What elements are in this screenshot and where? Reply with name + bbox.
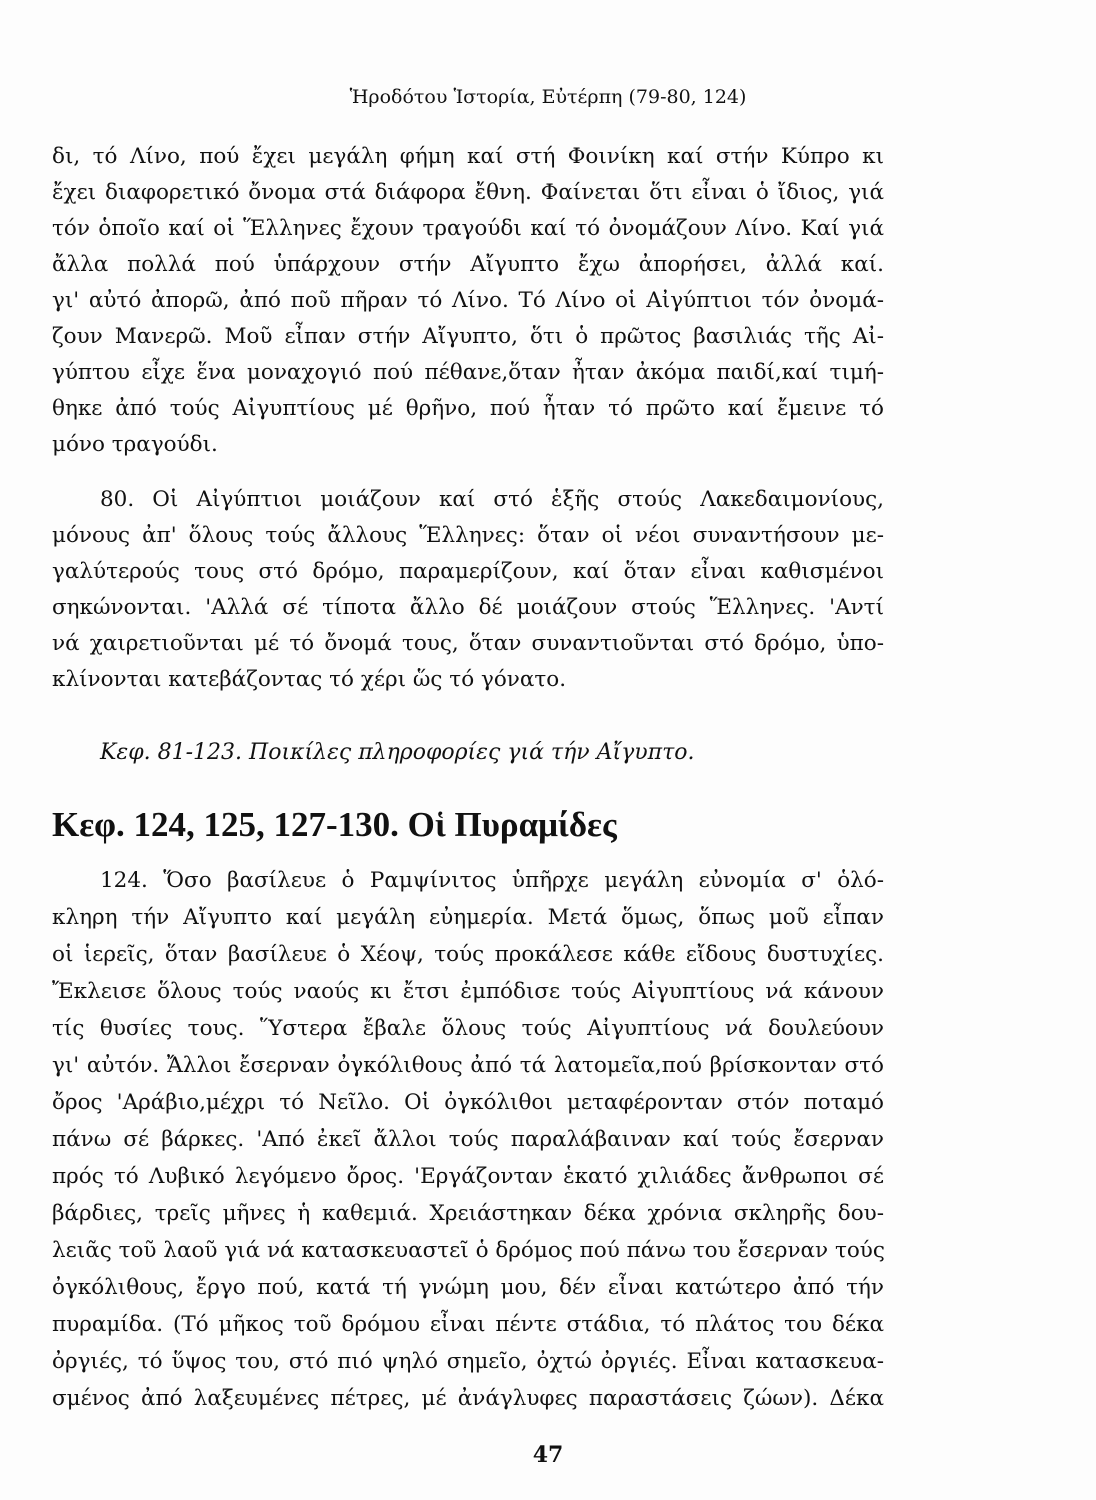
text-line: πυραμίδα. (Τό μῆκος τοῦ δρόμου εἶναι πέντε στάδια, τό πλάτος του δέκα bbox=[52, 1312, 884, 1337]
text-line: οἱ ἱερεῖς, ὅταν βασίλευε ὁ Χέοψ, τούς προκάλεσε κάθε εἴδους δυστυχίες. bbox=[52, 942, 884, 967]
text-line: δι, τό Λίνο, πού ἔχει μεγάλη φήμη καί στή Φοινίκη καί στήν Κύπρο κι bbox=[52, 144, 884, 169]
text-line: ὄρος 'Αράβιο,μέχρι τό Νεῖλο. Οἱ ὀγκόλιθοι μεταφέρονταν στόν ποταμό bbox=[52, 1090, 884, 1115]
text-line: κλίνονται κατεβάζοντας τό χέρι ὥς τό γόνατο. bbox=[52, 667, 567, 692]
text-line: ἔχει διαφορετικό ὄνομα στά διάφορα ἔθνη. Φαίνεται ὅτι εἶναι ὁ ἴδιος, γιά bbox=[52, 180, 884, 205]
paragraph-80 bbox=[52, 482, 884, 698]
text-line: 124. Ὅσο βασίλευε ὁ Ραμψίνιτος ὑπῆρχε μεγάλη εὐνομία σ' ὁλό- bbox=[100, 868, 884, 893]
text-line: μόνο τραγούδι. bbox=[52, 432, 218, 457]
text-line: γι' αὐτό ἀπορῶ, ἀπό ποῦ πῆραν τό Λίνο. Τό Λίνο οἱ Αἰγύπτιοι τόν ὀνομά- bbox=[52, 288, 884, 313]
text-line: νά χαιρετιοῦνται μέ τό ὄνομά τους, ὅταν συναντιοῦνται στό δρόμο, ὑπο- bbox=[52, 631, 884, 656]
text-line: ζουν Μανερῶ. Μοῦ εἶπαν στήν Αἴγυπτο, ὅτι ὁ πρῶτος βασιλιάς τῆς Αἰ- bbox=[52, 324, 884, 349]
page-number: 47 bbox=[532, 1442, 564, 1468]
text-line: λειᾶς τοῦ λαοῦ γιά νά κατασκευαστεῖ ὁ δρόμος πού πάνω του ἔσερναν τούς bbox=[52, 1238, 885, 1263]
text-line: τίς θυσίες τους. Ὕστερα ἔβαλε ὅλους τούς Αἰγυπτίους νά δουλεύουν bbox=[52, 1016, 884, 1041]
text-line: τόν ὁποῖο καί οἱ Ἕλληνες ἔχουν τραγούδι καί τό ὀνομάζουν Λίνο. Καί γιά bbox=[52, 216, 884, 241]
text-line: ὀγκόλιθους, ἔργο πού, κατά τή γνώμη μου, δέν εἶναι κατώτερο ἀπό τήν bbox=[52, 1275, 884, 1300]
text-line: μόνους ἀπ' ὅλους τούς ἄλλους Ἕλληνες: ὅταν οἱ νέοι συναντήσουν με- bbox=[52, 523, 884, 548]
text-line: ὀργιές, τό ὕψος του, στό πιό ψηλό σημεῖο, ὀχτώ ὀργιές. Εἶναι κατασκευα- bbox=[52, 1349, 884, 1374]
text-line: γύπτου εἶχε ἕνα μοναχογιό πού πέθανε,ὅταν ἦταν ἀκόμα παιδί,καί τιμή- bbox=[52, 360, 884, 385]
text-line: σμένος ἀπό λαξευμένες πέτρες, μέ ἀνάγλυφες παραστάσεις ζώων). Δέκα bbox=[52, 1386, 884, 1411]
running-header: Ἡροδότου Ἱστορία, Εὐτέρπη (79-80, 124) bbox=[349, 86, 747, 108]
text-line: κληρη τήν Αἴγυπτο καί μεγάλη εὐημερία. Μετά ὅμως, ὅπως μοῦ εἶπαν bbox=[52, 905, 884, 930]
paragraph-79-end bbox=[52, 139, 884, 463]
text-line: 80. Οἱ Αἰγύπτιοι μοιάζουν καί στό ἑξῆς στούς Λακεδαιμονίους, bbox=[100, 487, 884, 512]
section-heading-pyramids: Κεφ. 124, 125, 127-130. Οἱ Πυραμίδες bbox=[52, 805, 617, 844]
text-line: θηκε ἀπό τούς Αἰγυπτίους μέ θρῆνο, πού ἦταν τό πρῶτο καί ἔμεινε τό bbox=[52, 396, 884, 421]
text-line: πρός τό Λυβικό λεγόμενο ὄρος. 'Εργάζονταν ἑκατό χιλιάδες ἄνθρωποι σέ bbox=[52, 1164, 884, 1189]
text-line: γαλύτερούς τους στό δρόμο, παραμερίζουν, καί ὅταν εἶναι καθισμένοι bbox=[52, 559, 884, 584]
text-line: γι' αὐτόν. Ἄλλοι ἔσερναν ὀγκόλιθους ἀπό τά λατομεῖα,πού βρίσκονταν στό bbox=[52, 1053, 884, 1078]
text-line: σηκώνονται. 'Αλλά σέ τίποτα ἄλλο δέ μοιάζουν στούς Ἕλληνες. 'Αντί bbox=[52, 595, 884, 620]
text-line: πάνω σέ βάρκες. 'Από ἐκεῖ ἄλλοι τούς παραλάβαιναν καί τούς ἔσερναν bbox=[52, 1127, 884, 1152]
text-line: ἄλλα πολλά πού ὑπάρχουν στήν Αἴγυπτο ἔχω ἀπορήσει, ἀλλά καί. bbox=[52, 252, 884, 277]
text-line: Ἔκλεισε ὅλους τούς ναούς κι ἔτσι ἐμπόδισε τούς Αἰγυπτίους νά κάνουν bbox=[52, 979, 884, 1004]
text-line: βάρδιες, τρεῖς μῆνες ἡ καθεμιά. Χρειάστηκαν δέκα χρόνια σκληρῆς δου- bbox=[52, 1201, 884, 1226]
paragraph-124 bbox=[52, 862, 884, 1417]
chapter-summary-81-123: Κεφ. 81-123. Ποικίλες πληροφορίες γιά τήν Αἴγυπτο. bbox=[100, 740, 695, 765]
